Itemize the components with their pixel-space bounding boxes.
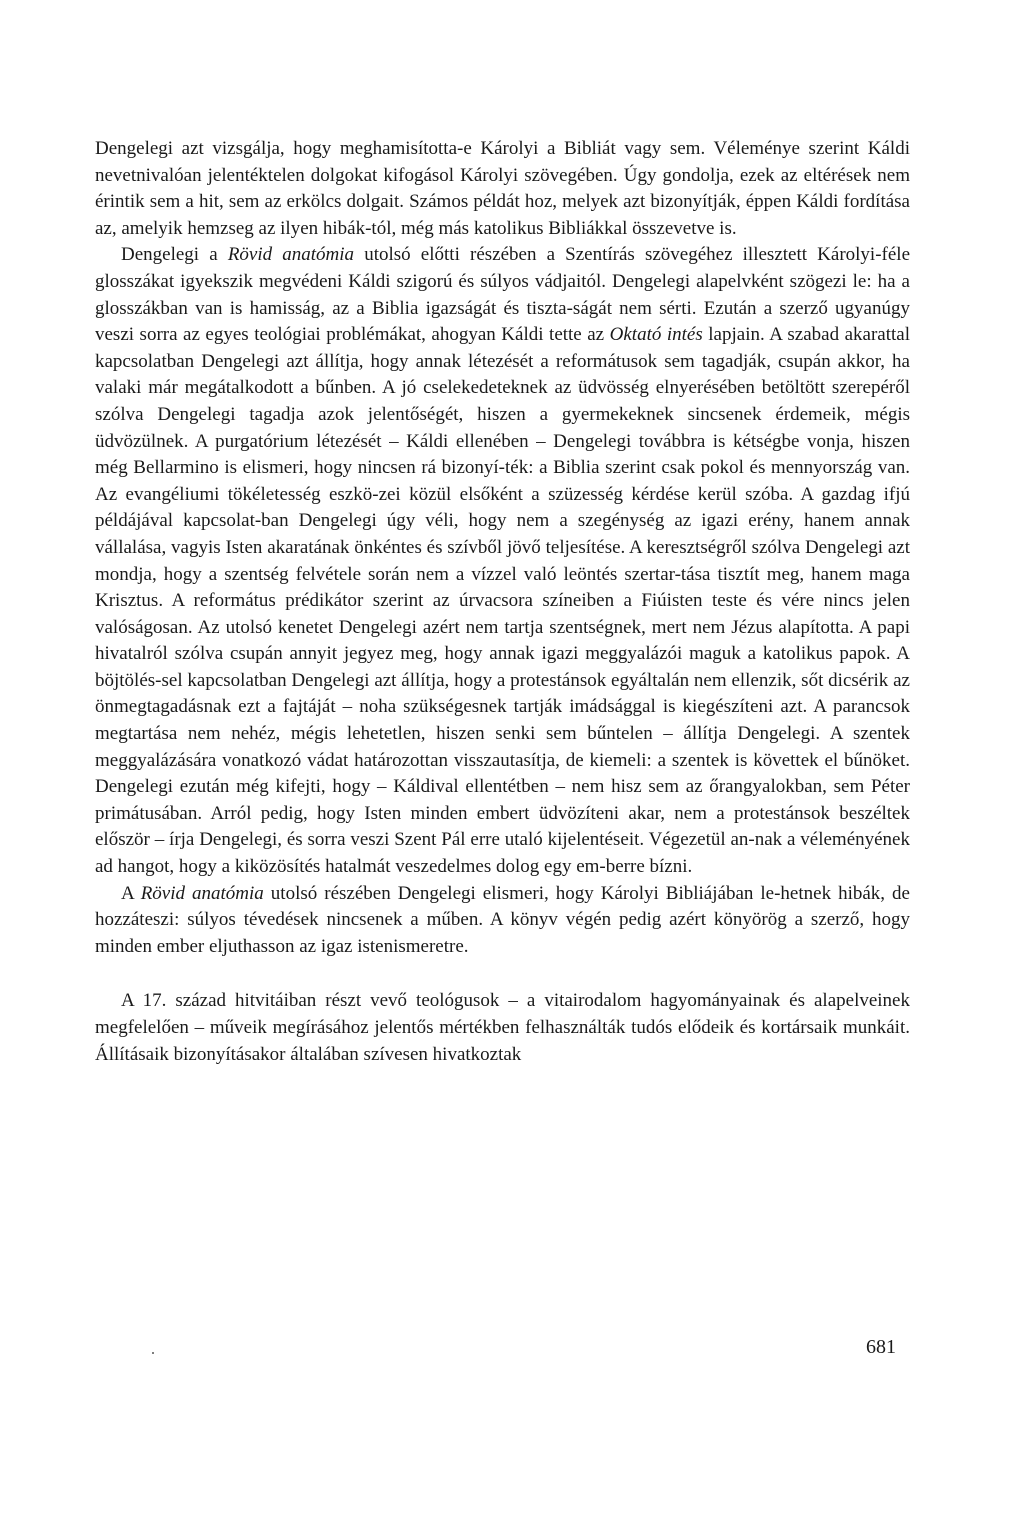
stray-mark [152,1352,154,1354]
paragraph-4 [95,988,910,1068]
title-rovid-anatomia-2: Rövid anatómia [140,882,264,904]
paragraph-3-pre: A [121,882,141,904]
page-body [95,136,910,1068]
paragraph-2-mid: utolsó előtti részében a Szentírás szövegéhez illesztett Károlyi-féle glosszákat igyekszik megvédeni Káldi szigorú és súlyos vádjaitól. Dengelegi alapelvként szögezi le: ha a glosszákban van is hamisság, az a Biblia igazságát és tiszta-ságát nem sérti. Ezután a szerző ugyanúgy veszi sorra az egyes teológiai problémákat, ahogyan Káldi tette az [95,244,911,346]
paragraph-3-post: utolsó részében Dengelegi elismeri, hogy Károlyi Bibliájában le-hetnek hibák, de hozzáteszi: súlyos tévedések nincsenek a műben. A könyv végén pedig azért könyörög a szerző, hogy minden ember eljuthasson az igaz istenismeretre. [95,882,910,957]
page-number: 681 [866,1336,896,1358]
paragraph-2 [95,242,910,880]
paragraph-2-post: lapjain. A szabad akarattal kapcsolatban Dengelegi azt állítja, hogy annak létezését a reformátusok sem tagadják, csupán akkor, ha valaki már megátalkodott a bűnben. A jó cselekedeteknek az üdvösség elnyerésében betöltött szerepéről szólva Dengelegi tagadja azok jelentőségét, hiszen a gyermekeknek sincsenek érdemeik, mégis üdvözülnek. A purgatórium létezését – Káldi ellenében – Dengelegi továbbra is kétségbe vonja, hiszen még Bellarmino is elismeri, hogy nincsen rá bizonyí-ték: a Biblia szerint csak pokol és mennyország van. Az evangéliumi tökéletesség eszkö-zei közül elsőként a szüzesség kérdése kerül szóba. A gazdag ifjú példájával kapcsolat-ban Dengelegi úgy véli, hogy nem a szegénység az igazi erény, hanem annak vállalása, vagyis Isten akaratának önkéntes és szívből jövő teljesítése. A keresztségről szólva Dengelegi azt mondja, hogy a szentség felvétele során nem a vízzel való leöntés szertar-tása tisztít meg, hanem maga Krisztus. A református prédikátor szerint az úrvacsora színeiben a Fiúisten teste és vére nincs jelen valóságosan. Az utolsó kenetet Dengelegi azért nem tartja szentségnek, mert nem Jézus alapította. A papi hivatalról szólva csupán annyit jegyez meg, hogy annak igazi meggyalázói maguk a katolikus papok. A böjtölés-sel kapcsolatban Dengelegi azt állítja, hogy a protestánsok egyáltalán nem ellenzik, sőt dicsérik az önmegtagadásnak ezt a fajtáját – noha szükségesnek tartják imádsággal is kiegészíteni azt. A parancsok megtartása nem nehéz, mégis lehetetlen, hiszen senki sem bűntelen – állítja Dengelegi. A szentek meggyalázására vonatkozó vádat határozottan visszautasítja, de kiemeli: a szentek is követtek el bűnöket. Dengelegi ezután még kifejti, hogy – Káldival ellentétben – nem hisz sem az őrangyalokban, sem Péter primátusában. Arról pedig, hogy Isten minden embert üdvözíteni akar, nem a protestánsok beszéltek először – írja Dengelegi, és sorra veszi Szent Pál erre utaló kijelentéseit. Végezetül an-nak a véleményének ad hangot, hogy a kiközösítés hatalmát veszedelmes dolog egy em-berre bízni. [95,324,910,878]
paragraph-1 [95,136,910,242]
paragraph-1-text: Dengelegi azt vizsgálja, hogy meghamisította-e Károlyi a Bibliát vagy sem. Véleménye szerint Káldi nevetnivalóan jelentéktelen dolgokat kifogásol Károlyi szövegében. Úgy gondolja, ezek az eltérések nem érintik sem a hit, sem az erkölcs dolgait. Számos példát hoz, melyek azt bizonyítják, éppen Káldi fordítása az, amelyik hemzseg az ilyen hibák-tól, még más katolikus Bibliákkal összevetve is. [95,138,910,239]
paragraph-3 [95,881,910,961]
title-oktato-intes: Oktató intés [609,324,703,346]
title-rovid-anatomia: Rövid anatómia [227,244,355,266]
paragraph-2-pre: Dengelegi a [121,244,228,266]
paragraph-4-text: A 17. század hitvitáiban részt vevő teológusok – a vitairodalom hagyományainak és alapelveinek megfelelően – műveik megírásához jelentős mértékben felhasználták tudós elődeik és kortársaik munkáit. Állításaik bizonyításakor általában szívesen hivatkoztak [95,990,910,1065]
